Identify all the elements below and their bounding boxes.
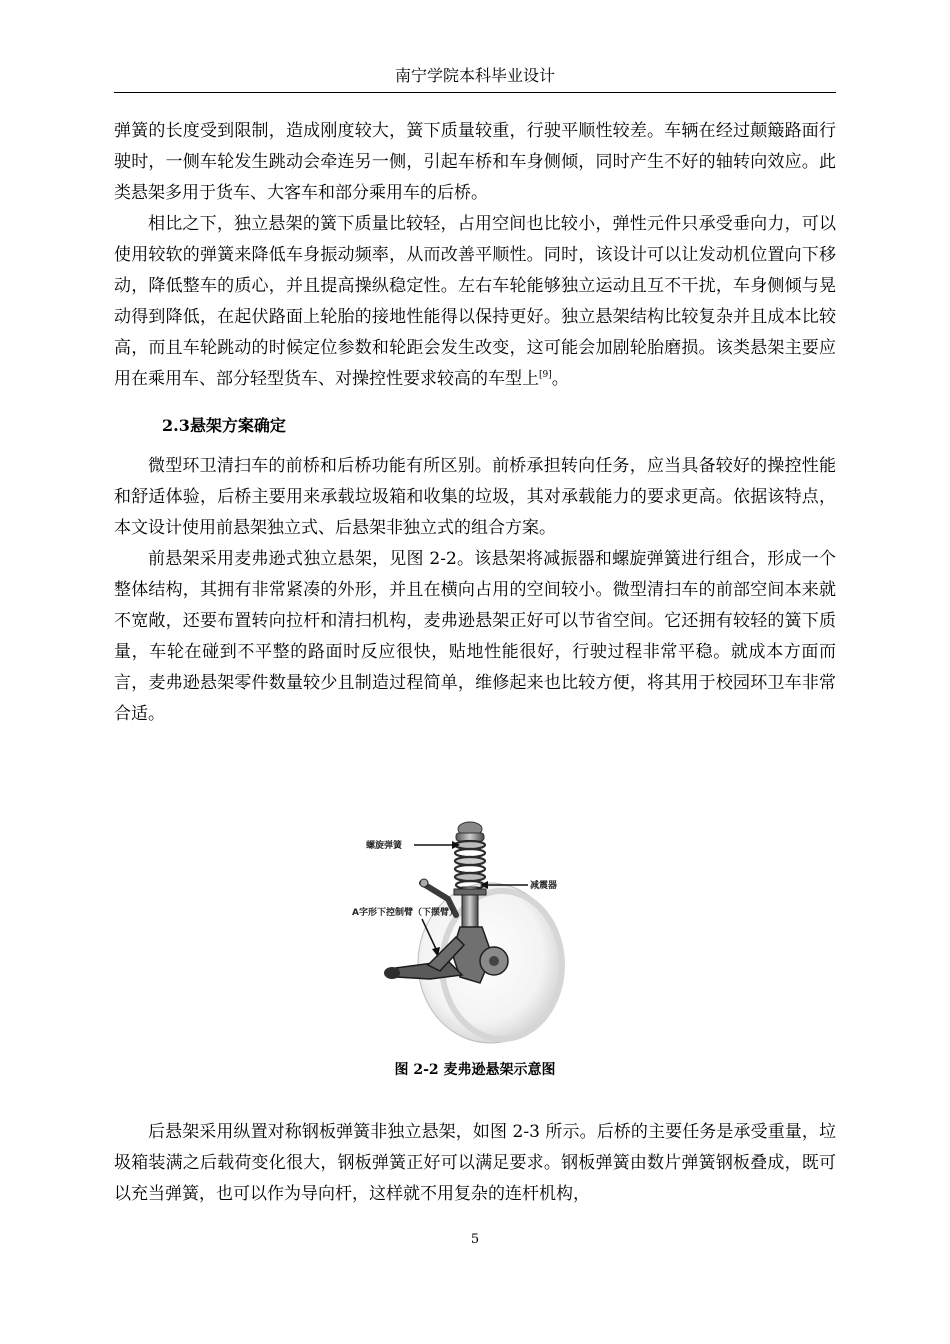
header-rule — [114, 92, 836, 93]
page-header: 南宁学院本科毕业设计 — [394, 66, 555, 85]
main-body — [114, 116, 836, 730]
page-number: 5 — [470, 1232, 480, 1247]
paragraph-axle-functions: 微型环卫清扫车的前桥和后桥功能有所区别。前桥承担转向任务，应当具备较好的操控性能和舒适体验，后桥主要用来承载垃圾箱和收集的垃圾，其对承载能力的要求更高。依据该特点，本文设计使用前悬架独立式、后悬架非独立式的组合方案。 — [114, 456, 836, 538]
body-after-figure — [114, 1117, 836, 1210]
paragraph-end-punct: 。 — [551, 369, 569, 389]
section-heading: 2.3悬架方案确定 — [162, 416, 286, 435]
paragraph-independent-suspension — [114, 209, 836, 395]
macpherson-suspension-figure — [352, 815, 584, 1045]
paragraph-macpherson: 前悬架采用麦弗逊式独立悬架，见图 2-2。该悬架将减振器和螺旋弹簧进行组合，形成一个整体结构，其拥有非常紧凑的外形，并且在横向占用的空间较小。微型清扫车的前部空间本来就不宽敞，还要布置转向拉杆和清扫机构，麦弗逊悬架正好可以节省空间。它还拥有较轻的簧下质量，车轮在碰到不平整的路面时反应很快，贴地性能很好，行驶过程非常平稳。就成本方面而言，麦弗逊悬架零件数量较少且制造过程简单，维修起来也比较方便，将其用于校园环卫车非常合适。 — [114, 549, 836, 724]
label-shock-absorber: 减震器 — [530, 881, 558, 891]
coil-spring — [455, 841, 485, 889]
bushing — [384, 967, 400, 979]
strut-upper-seat — [456, 833, 484, 841]
paragraph-continued: 弹簧的长度受到限制，造成刚度较大，簧下质量较重，行驶平顺性较差。车辆在经过颠簸路面行驶时，一侧车轮发生跳动会牵连另一侧，引起车桥和车身侧倾，同时产生不好的轴转向效应。此类悬架多用于货车、大客车和部分乘用车的后桥。 — [114, 121, 836, 203]
paragraph-rear-suspension: 后悬架采用纵置对称钢板弹簧非独立悬架，如图 2-3 所示。后桥的主要任务是承受重量，垃圾箱装满之后载荷变化很大，钢板弹簧正好可以满足要求。钢板弹簧由数片弹簧钢板叠成，既可以充当弹簧，也可以作为导向杆，这样就不用复杂的连杆机构， — [114, 1122, 836, 1204]
label-coil-spring: 螺旋弹簧 — [366, 841, 403, 851]
label-control-arm: A字形下控制臂（下摆臂） — [352, 908, 458, 918]
macpherson-suspension-illustration — [352, 815, 584, 1045]
paragraph-text: 相比之下，独立悬架的簧下质量比较轻，占用空间也比较小，弹性元件只承受垂向力，可以使用较软的弹簧来降低车身振动频率，从而改善平顺性。同时，该设计可以让发动机位置向下移动，降低整车的质心，并且提高操纵稳定性。左右车轮能够独立运动且互不干扰，车身侧倾与晃动得到降低，在起伏路面上轮胎的接地性能得以保持更好。独立悬架结构比较复杂并且成本比较高，而且车轮跳动的时候定位参数和轮距会发生改变，这可能会加剧轮胎磨损。该类悬架主要应用在乘用车、部分轻型货车、对操控性要求较高的车型上 — [114, 214, 836, 389]
spring-lower-seat — [454, 889, 486, 895]
a-arm — [388, 961, 462, 979]
figure-caption: 图 2-2 麦弗逊悬架示意图 — [394, 1062, 556, 1078]
citation-ref: [9] — [539, 370, 552, 380]
